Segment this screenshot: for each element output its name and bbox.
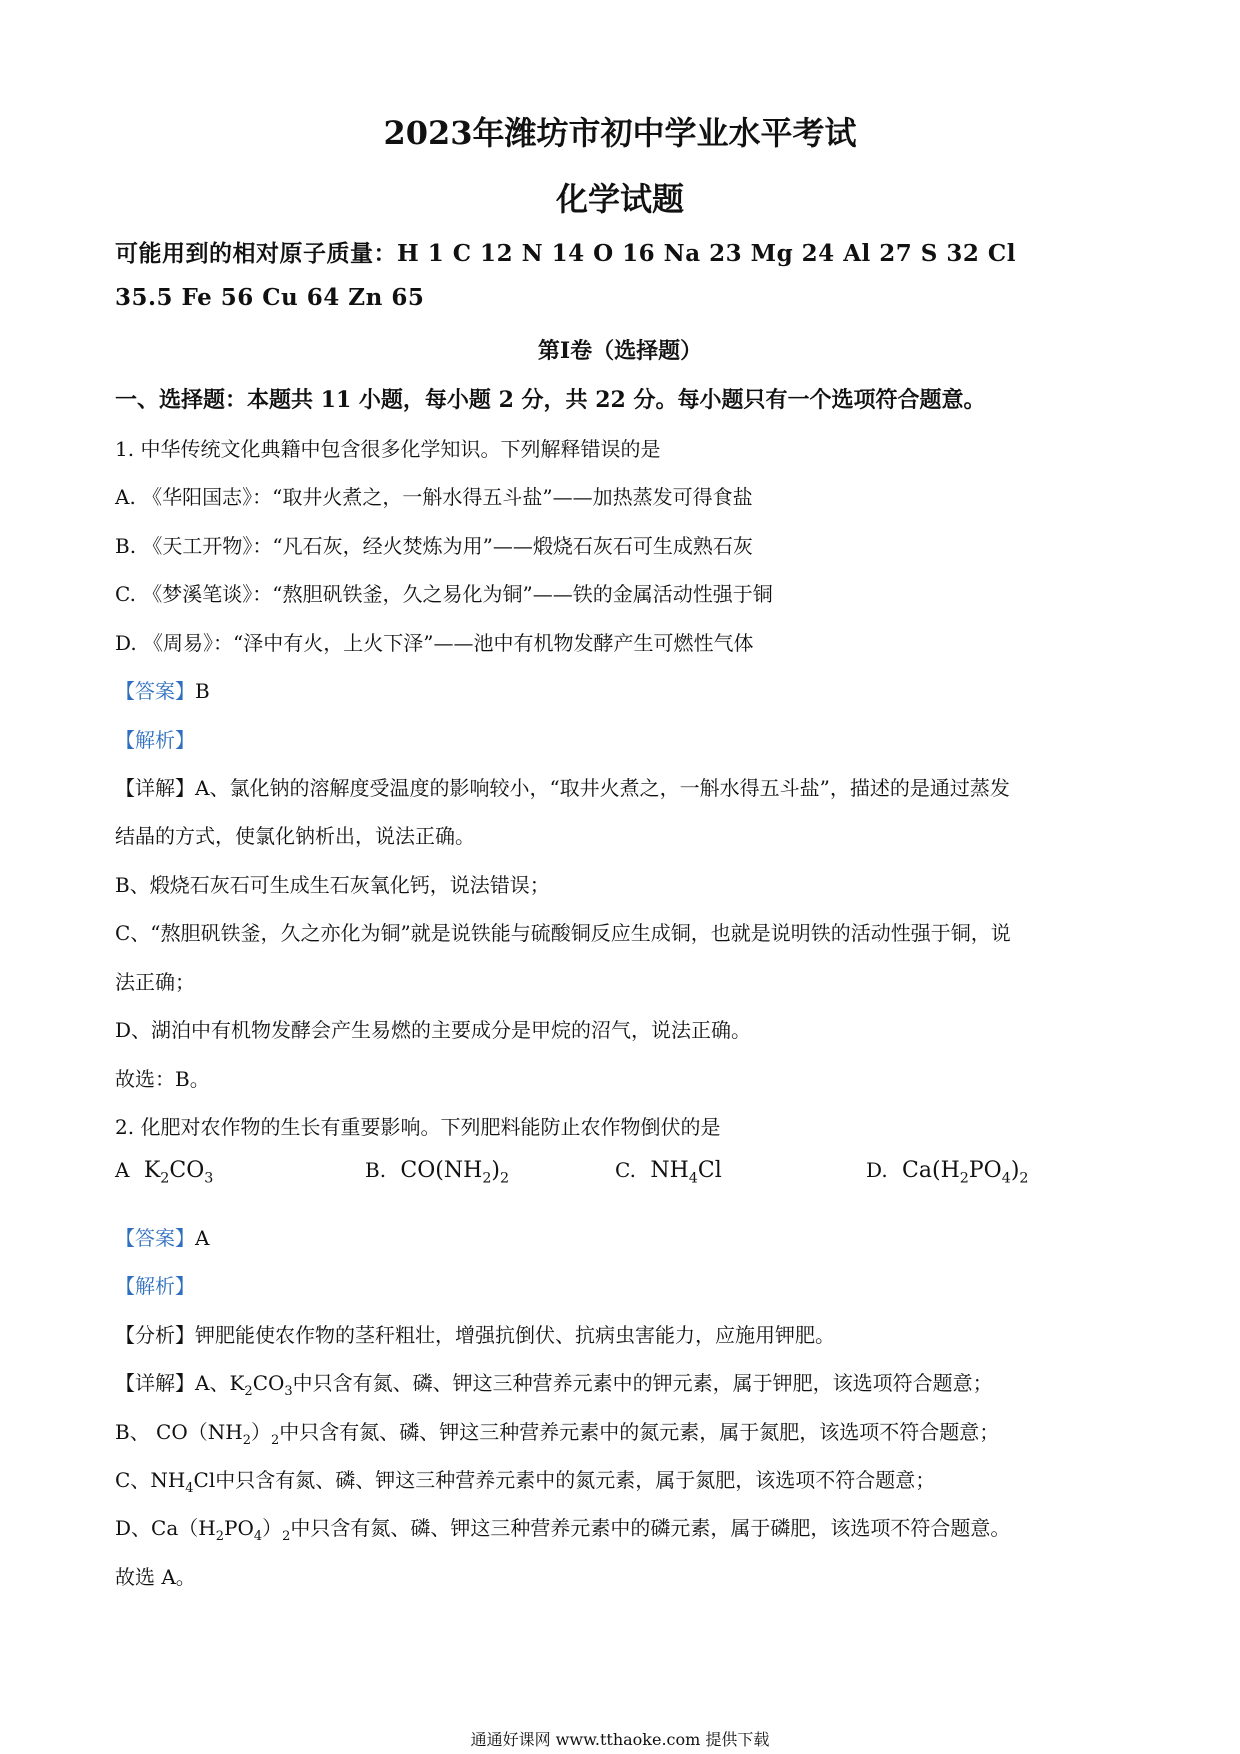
answer-tag: 【答案】 xyxy=(115,1226,195,1250)
detail-prefix: D、Ca（H xyxy=(115,1516,216,1540)
footer-source: 通通好课网 www.tthaoke.com 提供下载 xyxy=(470,1730,770,1749)
q2-analysis-line: 【分析】钾肥能使农作物的茎秆粗壮，增强抗倒伏、抗病虫害能力，应施用钾肥。 xyxy=(115,1323,835,1347)
q2-option-d xyxy=(866,1158,1029,1186)
q1-option-d: D. 《周易》：“泽中有火，上火下泽”——池中有机物发酵产生可燃性气体 xyxy=(115,631,754,655)
q1-conclusion: 故选：B。 xyxy=(115,1067,210,1091)
formula-nh4cl: $NH_4Cl$ xyxy=(650,1158,722,1187)
q2-answer xyxy=(115,1222,209,1251)
exam-subtitle: 化学试题 xyxy=(555,180,684,218)
q2-option-a xyxy=(115,1158,213,1186)
q1-detail-line: 法正确； xyxy=(115,970,195,994)
q2-option-b xyxy=(365,1158,509,1186)
q1-option-b: B. 《天工开物》：“凡石灰，经火焚炼为用”——煅烧石灰石可生成熟石灰 xyxy=(115,534,753,558)
detail-prefix: 【详解】A、 xyxy=(115,1371,230,1395)
q1-stem: 1. 中华传统文化典籍中包含很多化学知识。下列解释错误的是 xyxy=(115,437,661,461)
exam-title: 2023年潍坊市初中学业水平考试 xyxy=(383,114,857,152)
q2-answer-value: A xyxy=(195,1226,210,1250)
q1-detail-line: 【详解】A、氯化钠的溶解度受温度的影响较小，“取井火煮之，一斛水得五斗盐”，描述的是通过蒸发 xyxy=(115,776,1010,800)
q1-detail-line: C、“熬胆矾铁釜，久之亦化为铜”就是说铁能与硫酸铜反应生成铜，也就是说明铁的活动性强于铜，说 xyxy=(115,921,1011,945)
section-title: 第I卷（选择题） xyxy=(537,338,703,364)
option-letter: C. xyxy=(615,1158,636,1182)
formula-ca-h2po4-2: $Ca(H_2PO_4)_2$ xyxy=(902,1158,1029,1187)
q2-detail-a: 【详解】A、$K_2CO_3$中只含有氮、磷、钾这三种营养元素中的钾元素，属于钾肥，该选项符合题意； xyxy=(115,1371,993,1399)
detail-text: 中只含有氮、磷、钾这三种营养元素中的磷元素，属于磷肥，该选项不符合题意。 xyxy=(290,1516,1011,1540)
q2-option-c xyxy=(615,1158,722,1186)
q2-analysis-tag: 【解析】 xyxy=(115,1274,195,1298)
detail-text: 中只含有氮、磷、钾这三种营养元素中的氮元素，属于氮肥，该选项不符合题意； xyxy=(279,1420,1000,1444)
detail-prefix: C、 xyxy=(115,1468,151,1492)
answer-tag: 【答案】 xyxy=(115,679,195,703)
detail-prefix: B、 CO（NH xyxy=(115,1420,243,1444)
detail-text: 中只含有氮、磷、钾这三种营养元素中的钾元素，属于钾肥，该选项符合题意； xyxy=(292,1371,993,1395)
q1-option-a: A. 《华阳国志》：“取井火煮之，一斛水得五斗盐”——加热蒸发可得食盐 xyxy=(115,485,753,509)
atomic-mass-line-1: 可能用到的相对原子质量：H 1 C 12 N 14 O 16 Na 23 Mg 24 Al 27 S 32 Cl xyxy=(115,240,1016,267)
q2-conclusion: 故选 A。 xyxy=(115,1565,196,1589)
q1-answer xyxy=(115,675,210,704)
q1-detail-line: B、煅烧石灰石可生成生石灰氧化钙，说法错误； xyxy=(115,873,550,897)
option-letter: A xyxy=(115,1158,130,1182)
q1-detail-line: 结晶的方式，使氯化钠析出，说法正确。 xyxy=(115,824,475,848)
q2-stem: 2. 化肥对农作物的生长有重要影响。下列肥料能防止农作物倒伏的是 xyxy=(115,1115,721,1139)
q2-detail-c: C、$NH_4Cl$中只含有氮、磷、钾这三种营养元素中的氮元素，属于氮肥，该选项不符合题意； xyxy=(115,1468,936,1496)
q2-detail-d: D、$Ca(H_2PO_4)_2$中只含有氮、磷、钾这三种营养元素中的磷元素，属于磷肥，该选项不符合题意。 xyxy=(115,1516,1011,1544)
q1-answer-value: B xyxy=(195,679,210,703)
option-letter: B. xyxy=(365,1158,387,1182)
detail-text: 中只含有氮、磷、钾这三种营养元素中的氮元素，属于氮肥，该选项不符合题意； xyxy=(215,1468,936,1492)
q2-detail-b: B、 $CO(NH_2)_2$中只含有氮、磷、钾这三种营养元素中的氮元素，属于氮肥，该选项不符合题意； xyxy=(115,1420,1000,1448)
formula-urea: $CO(NH_2)_2$ xyxy=(400,1158,510,1187)
q1-analysis-tag: 【解析】 xyxy=(115,728,195,752)
atomic-mass-line-2: 35.5 Fe 56 Cu 64 Zn 65 xyxy=(115,284,425,311)
part-heading: 一、选择题：本题共 11 小题，每小题 2 分，共 22 分。每小题只有一个选项符合题意。 xyxy=(115,387,986,413)
option-letter: D. xyxy=(866,1158,888,1182)
q1-detail-line: D、湖泊中有机物发酵会产生易燃的主要成分是甲烷的沼气，说法正确。 xyxy=(115,1018,752,1042)
q1-option-c: C. 《梦溪笔谈》：“熬胆矾铁釜，久之易化为铜”——铁的金属活动性强于铜 xyxy=(115,582,773,606)
formula-k2co3: $K_2CO_3$ xyxy=(143,1158,214,1187)
